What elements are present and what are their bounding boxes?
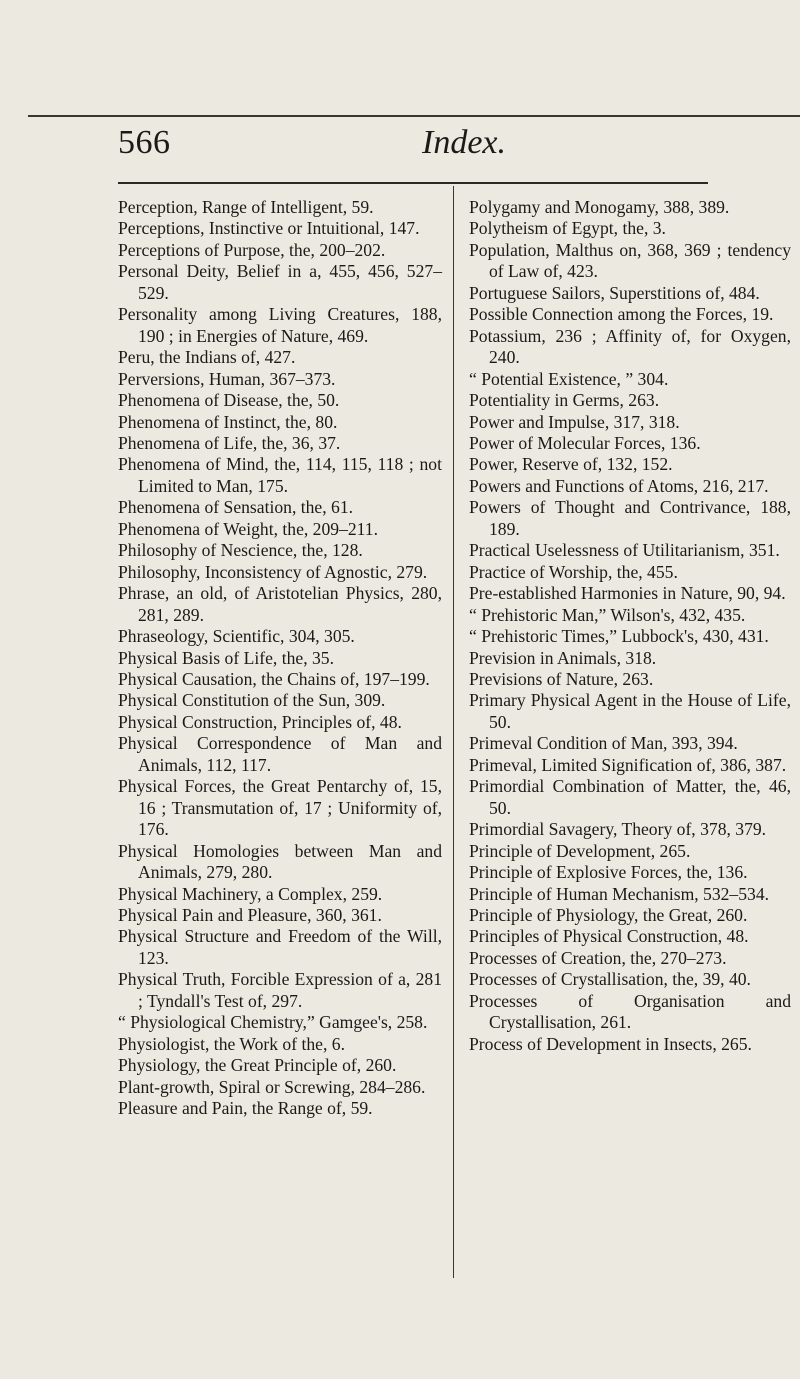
- index-entry: Physical Pain and Pleasure, 360, 361.: [118, 904, 382, 925]
- index-entry: Power, Reserve of, 132, 152.: [469, 454, 673, 475]
- index-entry: Powers of Thought and Contrivance, 188, 189.: [469, 497, 791, 539]
- column-divider: [453, 186, 454, 1278]
- index-column-left: [118, 197, 442, 1119]
- index-entry: Physical Forces, the Great Pentarchy of, 15, 16 ; Transmutation of, 17 ; Uniformity of, 176.: [118, 776, 442, 840]
- index-entry: Perceptions of Purpose, the, 200–202.: [118, 239, 386, 260]
- index-entry: Phenomena of Life, the, 36, 37.: [118, 432, 341, 453]
- index-entry: Phenomena of Instinct, the, 80.: [118, 411, 338, 432]
- index-column-right: [469, 197, 791, 1055]
- index-entry: Physical Basis of Life, the, 35.: [118, 647, 334, 668]
- index-entry: Physical Machinery, a Complex, 259.: [118, 883, 383, 904]
- index-entry: Primordial Savagery, Theory of, 378, 379.: [469, 819, 767, 840]
- index-entry: Polytheism of Egypt, the, 3.: [469, 218, 666, 239]
- index-entry: Principle of Human Mechanism, 532–534.: [469, 883, 770, 904]
- index-entry: Physical Correspondence of Man and Animals, 112, 117.: [118, 733, 442, 775]
- index-entry: Principles of Physical Construction, 48.: [469, 926, 749, 947]
- index-entry: Possible Connection among the Forces, 19.: [469, 304, 774, 325]
- index-entry: Processes of Organisation and Crystallisation, 261.: [469, 990, 791, 1033]
- index-entry: Physical Constitution of the Sun, 309.: [118, 690, 386, 711]
- index-entry: “ Potential Existence, ” 304.: [469, 368, 669, 389]
- page-number: 566: [118, 124, 171, 161]
- index-entry: Primeval Condition of Man, 393, 394.: [469, 733, 738, 754]
- index-entry: Primordial Combination of Matter, the, 46, 50.: [469, 776, 791, 818]
- index-entry: Philosophy of Nescience, the, 128.: [118, 540, 363, 561]
- index-entry: Pleasure and Pain, the Range of, 59.: [118, 1098, 373, 1119]
- index-entry: Perversions, Human, 367–373.: [118, 368, 336, 389]
- index-entry: Peru, the Indians of, 427.: [118, 347, 296, 368]
- index-entry: Principle of Development, 265.: [469, 840, 691, 861]
- index-entry: Process of Development in Insects, 265.: [469, 1033, 752, 1054]
- index-entry: Phenomena of Disease, the, 50.: [118, 390, 340, 411]
- header-rule: [118, 182, 708, 184]
- index-entry: Philosophy, Inconsistency of Agnostic, 279.: [118, 561, 428, 582]
- index-entry: Prevision in Animals, 318.: [469, 647, 657, 668]
- index-entry: Physiology, the Great Principle of, 260.: [118, 1055, 397, 1076]
- index-entry: Physical Homologies between Man and Animals, 279, 280.: [118, 840, 442, 883]
- index-entry: Population, Malthus on, 368, 369 ; tendency of Law of, 423.: [469, 239, 791, 282]
- index-entry: Practice of Worship, the, 455.: [469, 561, 678, 582]
- index-entry: Pre-established Harmonies in Nature, 90, 94.: [469, 583, 786, 604]
- index-entry: Perception, Range of Intelligent, 59.: [118, 197, 374, 217]
- running-title: Index.: [422, 124, 507, 161]
- index-entry: “ Physiological Chemistry,” Gamgee's, 258.: [118, 1012, 428, 1033]
- index-entry: Physical Construction, Principles of, 48.: [118, 711, 402, 732]
- index-entry: Power of Molecular Forces, 136.: [469, 432, 701, 453]
- index-entry: Principle of Physiology, the Great, 260.: [469, 904, 748, 925]
- index-entry: Portuguese Sailors, Superstitions of, 484.: [469, 282, 760, 303]
- index-entry: Physiologist, the Work of the, 6.: [118, 1033, 345, 1054]
- index-entry: Practical Uselessness of Utilitarianism, 351.: [469, 540, 780, 561]
- index-entry: Primary Physical Agent in the House of Life, 50.: [469, 690, 791, 732]
- index-entry: Previsions of Nature, 263.: [469, 668, 654, 689]
- index-entry: Perceptions, Instinctive or Intuitional, 147.: [118, 218, 420, 239]
- index-entry: Primeval, Limited Signification of, 386, 387.: [469, 754, 787, 775]
- index-entry: Physical Causation, the Chains of, 197–199.: [118, 668, 430, 689]
- index-entry: Plant-growth, Spiral or Screwing, 284–286.: [118, 1076, 426, 1097]
- index-entry: Phraseology, Scientific, 304, 305.: [118, 626, 355, 647]
- top-edge-rule: [28, 115, 800, 117]
- index-entry: Power and Impulse, 317, 318.: [469, 411, 680, 432]
- index-entry: Processes of Crystallisation, the, 39, 40.: [469, 969, 751, 990]
- index-entry: Polygamy and Monogamy, 388, 389.: [469, 197, 730, 217]
- index-entry: Physical Structure and Freedom of the Will, 123.: [118, 926, 442, 968]
- index-entry: Potentiality in Germs, 263.: [469, 390, 660, 411]
- index-entry: Processes of Creation, the, 270–273.: [469, 947, 727, 968]
- index-entry: Physical Truth, Forcible Expression of a, 281 ; Tyndall's Test of, 297.: [118, 969, 442, 1011]
- index-entry: “ Prehistoric Times,” Lubbock's, 430, 431.: [469, 626, 769, 647]
- index-entry: Phenomena of Mind, the, 114, 115, 118 ; not Limited to Man, 175.: [118, 454, 442, 496]
- index-entry: Principle of Explosive Forces, the, 136.: [469, 862, 748, 883]
- index-entry: Personal Deity, Belief in a, 455, 456, 527–529.: [118, 261, 442, 303]
- index-entry: Powers and Functions of Atoms, 216, 217.: [469, 475, 769, 496]
- index-entry: Personality among Living Creatures, 188, 190 ; in Energies of Nature, 469.: [118, 304, 442, 346]
- index-entry: Phrase, an old, of Aristotelian Physics, 280, 281, 289.: [118, 583, 442, 625]
- index-entry: “ Prehistoric Man,” Wilson's, 432, 435.: [469, 604, 746, 625]
- index-entry: Phenomena of Weight, the, 209–211.: [118, 518, 379, 539]
- index-entry: Phenomena of Sensation, the, 61.: [118, 497, 354, 518]
- index-entry: Potassium, 236 ; Affinity of, for Oxygen, 240.: [469, 325, 791, 368]
